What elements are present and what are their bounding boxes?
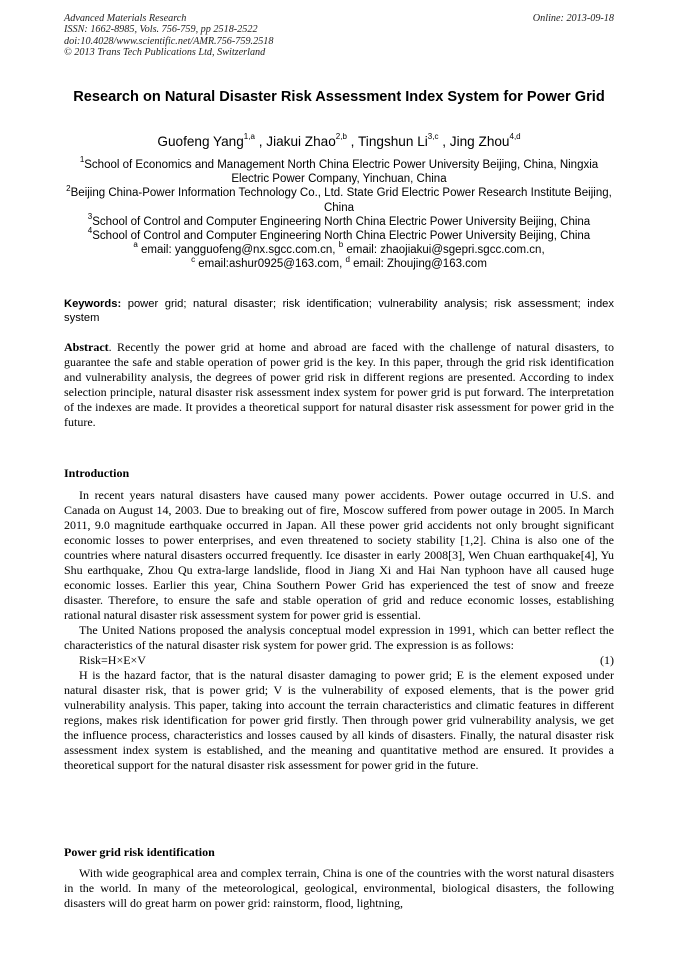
email-line — [64, 240, 614, 257]
affiliation-mark: 4 — [87, 226, 93, 236]
equation — [64, 653, 614, 668]
keywords-text: power grid; natural disaster; risk identification; vulnerability analysis; risk assessment; index system — [64, 298, 614, 324]
email-line — [64, 254, 614, 271]
journal-name: Advanced Materials Research — [64, 13, 187, 24]
email-d[interactable]: email: Zhoujing@163.com — [353, 258, 487, 271]
abstract-text: . Recently the power grid at home and abroad are faced with the challenge of natural disasters, to guarantee the safe and stable operation of power grid is the key. In this paper, through the grid risk identification and vulnerability analysis, the degrees of power grid risk in different regions are presented. According to index selection principle, natural disaster risk assessment index system for power grid is put forward. The interpretation of the indexes are made. It provides a theoretical support for natural disaster risk assessment for power grid in the future. — [64, 340, 614, 429]
paragraph: The United Nations proposed the analysis conceptual model expression in 1991, which can better reflect the characteristics of the natural disaster risk system for power grid. The expression is as follows: — [64, 623, 614, 652]
risk-identification-body — [64, 866, 614, 911]
online-date: Online: 2013-09-18 — [532, 13, 614, 24]
affiliation-mark: 2 — [66, 183, 71, 193]
author-affiliation-mark: 1,a — [243, 132, 255, 142]
abstract — [64, 340, 614, 430]
author-affiliation-mark: 4,d — [509, 132, 521, 142]
email-b[interactable]: email: zhaojiakui@sgepri.sgcc.com.cn, — [346, 244, 545, 257]
affiliation — [64, 211, 614, 229]
email-c[interactable]: email:ashur0925@163.com, — [198, 258, 343, 271]
author-list: Guofeng Yang$^{1,a}$ , Jiakui Zhao$^{2,b}$ , Tingshun Li$^{3,c}$ , Jing Zhou$^{4,d}$ — [157, 132, 521, 149]
issn-line: ISSN: 1662-8985, Vols. 756-759, pp 2518-2522 — [64, 24, 258, 36]
introduction-body — [64, 488, 614, 773]
section-heading-introduction: Introduction — [64, 466, 130, 480]
equation-number: (1) — [600, 653, 614, 667]
author-name: Jiakui Zhao — [266, 134, 336, 149]
affiliation-mark: 3 — [87, 211, 93, 221]
affiliation-list — [64, 155, 614, 272]
affiliation-text: Beijing China-Power Information Technology Co., Ltd. State Grid Electric Power Research Institute Beijing, China — [70, 187, 612, 214]
email-mark: d — [345, 254, 350, 264]
affiliation-text: School of Control and Computer Engineering North China Electric Power University Beijing, China — [92, 230, 591, 243]
affiliation-text: School of Control and Computer Engineering North China Electric Power University Beijing, China — [92, 215, 591, 228]
author-affiliation-mark: 2,b — [335, 132, 347, 142]
email-a[interactable]: email: yangguofeng@nx.sgcc.com.cn, — [140, 244, 336, 257]
abstract-label: Abstract — [64, 340, 109, 354]
email-mark: b — [338, 240, 344, 250]
journal-header — [64, 13, 273, 59]
email-mark: a — [133, 240, 138, 250]
author-name: Guofeng Yang — [157, 134, 244, 149]
author-name: Tingshun Li — [358, 134, 428, 149]
email-mark: c — [191, 254, 196, 264]
keywords-label: Keywords: — [64, 298, 122, 310]
section-heading-risk-identification: Power grid risk identification — [64, 845, 215, 859]
affiliation-text: School of Economics and Management North China Electric Power University Beijing, China, Ningxia Electric Power Company, Yinchuan, China — [84, 159, 599, 186]
affiliation — [64, 183, 614, 214]
affiliation-mark: 1 — [79, 155, 85, 165]
author-affiliation-mark: 3,c — [427, 132, 439, 142]
paper-title: Research on Natural Disaster Risk Assessment Index System for Power Grid — [73, 89, 605, 105]
doi-line: doi:10.4028/www.scientific.net/AMR.756-759.2518 — [64, 35, 274, 47]
keywords — [64, 297, 614, 325]
author-name: Jing Zhou — [449, 134, 510, 149]
paragraph: In recent years natural disasters have caused many power accidents. Power outage occurred in U.S. and Canada on August 14, 2003. Due to breaking out of fire, Moscow suffered from power outage in 2005. In March 2011, 9.0 magnitude earthquake occurred in Japan. All these power grid accidents not only brought significant economic losses to power enterprises, and even threatened to society stability [1,2]. China is also one of the countries where natural disasters occurred frequently. Ice disaster in early 2008[3], Wen Chuan earthquake[4], Yu Shu earthquake, Zhou Qu extra-large landslide, flood in Jiang Xi and Hai Nan typhoon have all caused huge economic losses. Earlier this year, China Southern Power Grid has experienced the test of snow and freeze disaster. Therefore, to ensure the safe and stable operation of grid and reduce economic losses, establishing rational natural disaster risk assessment system for power grid is essential. — [64, 488, 614, 622]
affiliation — [64, 155, 614, 186]
paragraph: H is the hazard factor, that is the natural disaster damaging to power grid; E is the element exposed under natural disaster risk, that is power grid; V is the vulnerability of exposed elements, that is the power grid vulnerability analysis. This paper, taking into account the terrain characteristics and climatic features in different regions, makes risk identification for power grid firstly. Then through power grid vulnerability analysis, we get the influence process, characteristics and losses caused by all kinds of disasters. Finally, the natural disaster risk assessment index system is established, and the meaning and quantitative method are ensured. It provides a theoretical support for the natural disaster risk assessment for power grid in the future. — [64, 668, 614, 772]
copyright-line: © 2013 Trans Tech Publications Ltd, Switzerland — [64, 47, 266, 59]
equation-expression: Risk=H×E×V — [79, 653, 146, 667]
paragraph: With wide geographical area and complex terrain, China is one of the countries with the worst natural disasters in the world. In many of the meteorological, geological, environmental, biological disasters, the following disasters will do great harm on power grid: rainstorm, flood, lightning, — [64, 866, 614, 910]
